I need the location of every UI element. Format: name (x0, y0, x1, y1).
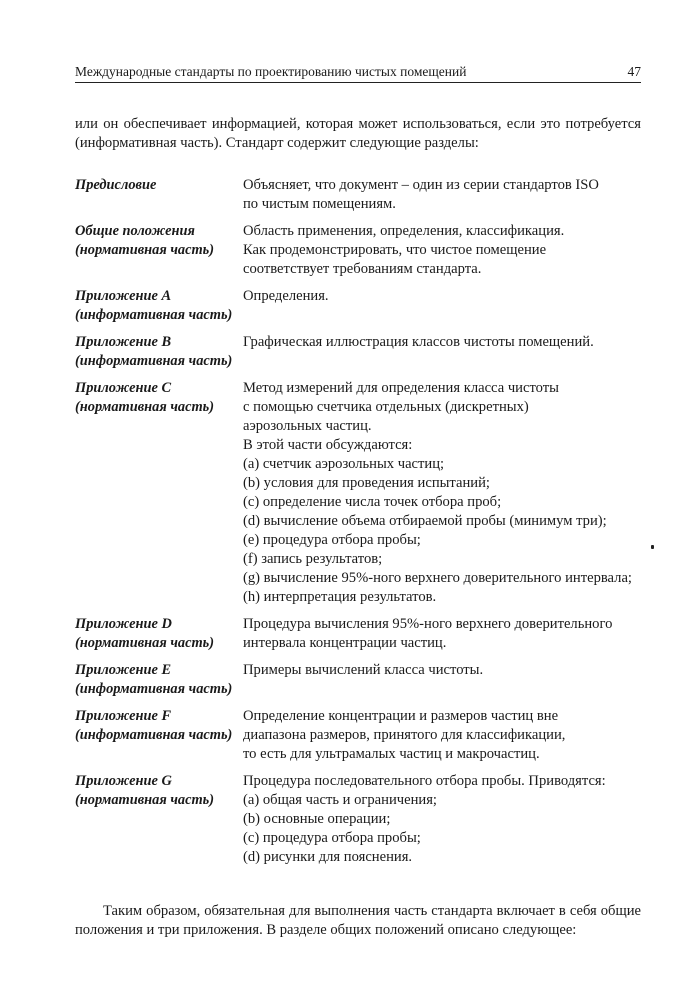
section-description (243, 333, 641, 371)
intro-paragraph: или он обеспечивает информацией, которая может использоваться, если это потребуется (информативная часть). Стандарт содержит следующие разделы: (75, 116, 641, 151)
section-description-line: Объясняет, что документ – один из серии стандартов ISO (243, 177, 599, 193)
section-description (243, 379, 641, 607)
section-entry (75, 661, 641, 699)
section-term (75, 222, 243, 279)
section-description-line: (f) запись результатов; (243, 551, 383, 567)
section-description-line: соответствует требованиям стандарта. (243, 261, 482, 277)
section-description-line: по чистым помещениям. (243, 196, 396, 212)
section-term-line: (нормативная часть) (75, 242, 215, 258)
section-term-line: Общие положения (75, 223, 195, 239)
section-description-line: (c) процедура отбора пробы; (243, 830, 421, 846)
section-term (75, 333, 243, 371)
section-description-line: (b) основные операции; (243, 811, 391, 827)
section-description-line: Область применения, определения, классификация. (243, 223, 565, 239)
section-description-line: (a) общая часть и ограничения; (243, 792, 437, 808)
section-entry (75, 707, 641, 764)
section-description-line: Определение концентрации и размеров частиц вне (243, 708, 559, 724)
section-term-line: (информативная часть) (75, 353, 233, 369)
section-description-line: Графическая иллюстрация классов чистоты помещений. (243, 334, 594, 350)
section-description-line: Метод измерений для определения класса чистоты (243, 380, 559, 396)
section-term-line: Приложение E (75, 662, 172, 678)
section-description-line: с помощью счетчика отдельных (дискретных) (243, 399, 529, 415)
section-description-line: (c) определение числа точек отбора проб; (243, 494, 502, 510)
section-term (75, 176, 243, 214)
section-term (75, 615, 243, 653)
section-description (243, 222, 641, 279)
section-description (243, 707, 641, 764)
section-term (75, 772, 243, 867)
sections-list (75, 176, 641, 875)
section-term-line: Приложение G (75, 773, 172, 789)
section-description (243, 661, 641, 699)
page-number: 47 (627, 64, 641, 79)
section-description (243, 287, 641, 325)
running-header (75, 64, 641, 83)
section-term-line: (информативная часть) (75, 307, 233, 323)
section-description (243, 772, 641, 867)
section-entry (75, 333, 641, 371)
section-term-line: Приложение D (75, 616, 172, 632)
section-term-line: Приложение A (75, 288, 172, 304)
section-description-line: Примеры вычислений класса чистоты. (243, 662, 484, 678)
closing-paragraph: Таким образом, обязательная для выполнения часть стандарта включает в себя общие положения и три приложения. В разделе общих положений описано следующее: (75, 903, 641, 938)
section-term-line: (информативная часть) (75, 681, 233, 697)
section-description-line: (d) вычисление объема отбираемой пробы (минимум три); (243, 513, 607, 529)
section-description (243, 176, 641, 214)
section-entry (75, 287, 641, 325)
section-term (75, 661, 243, 699)
section-term-line: (информативная часть) (75, 727, 233, 743)
section-description-line: В этой части обсуждаются: (243, 437, 413, 453)
section-entry (75, 379, 641, 607)
section-description (243, 615, 641, 653)
section-entry (75, 222, 641, 279)
section-term (75, 379, 243, 607)
section-entry (75, 615, 641, 653)
section-description-line: (b) условия для проведения испытаний; (243, 475, 490, 491)
section-description-line: Процедура вычисления 95%-ного верхнего доверительного (243, 616, 613, 632)
section-description-line: (e) процедура отбора пробы; (243, 532, 421, 548)
section-description-line: (h) интерпретация результатов. (243, 589, 437, 605)
section-term-line: Приложение B (75, 334, 172, 350)
section-description-line: (d) рисунки для пояснения. (243, 849, 413, 865)
section-description-line: Как продемонстрировать, что чистое помещение (243, 242, 547, 258)
section-entry (75, 772, 641, 867)
section-term-line: (нормативная часть) (75, 399, 215, 415)
section-term-line: (нормативная часть) (75, 792, 215, 808)
section-term-line: Приложение C (75, 380, 172, 396)
section-term (75, 707, 243, 764)
section-description-line: Определения. (243, 288, 329, 304)
scan-speck (651, 545, 654, 549)
header-title: Международные стандарты по проектированию чистых помещений (75, 64, 467, 79)
section-term-line: Приложение F (75, 708, 172, 724)
section-entry (75, 176, 641, 214)
section-description-line: (a) счетчик аэрозольных частиц; (243, 456, 445, 472)
section-description-line: аэрозольных частиц. (243, 418, 372, 434)
section-description-line: Процедура последовательного отбора пробы. Приводятся: (243, 773, 606, 789)
section-description-line: то есть для ультрамалых частиц и макрочастиц. (243, 746, 540, 762)
section-term (75, 287, 243, 325)
section-term-line: Предисловие (75, 177, 157, 193)
section-term-line: (нормативная часть) (75, 635, 215, 651)
section-description-line: диапазона размеров, принятого для классификации, (243, 727, 566, 743)
section-description-line: интервала концентрации частиц. (243, 635, 447, 651)
section-description-line: (g) вычисление 95%-ного верхнего доверительного интервала; (243, 570, 632, 586)
